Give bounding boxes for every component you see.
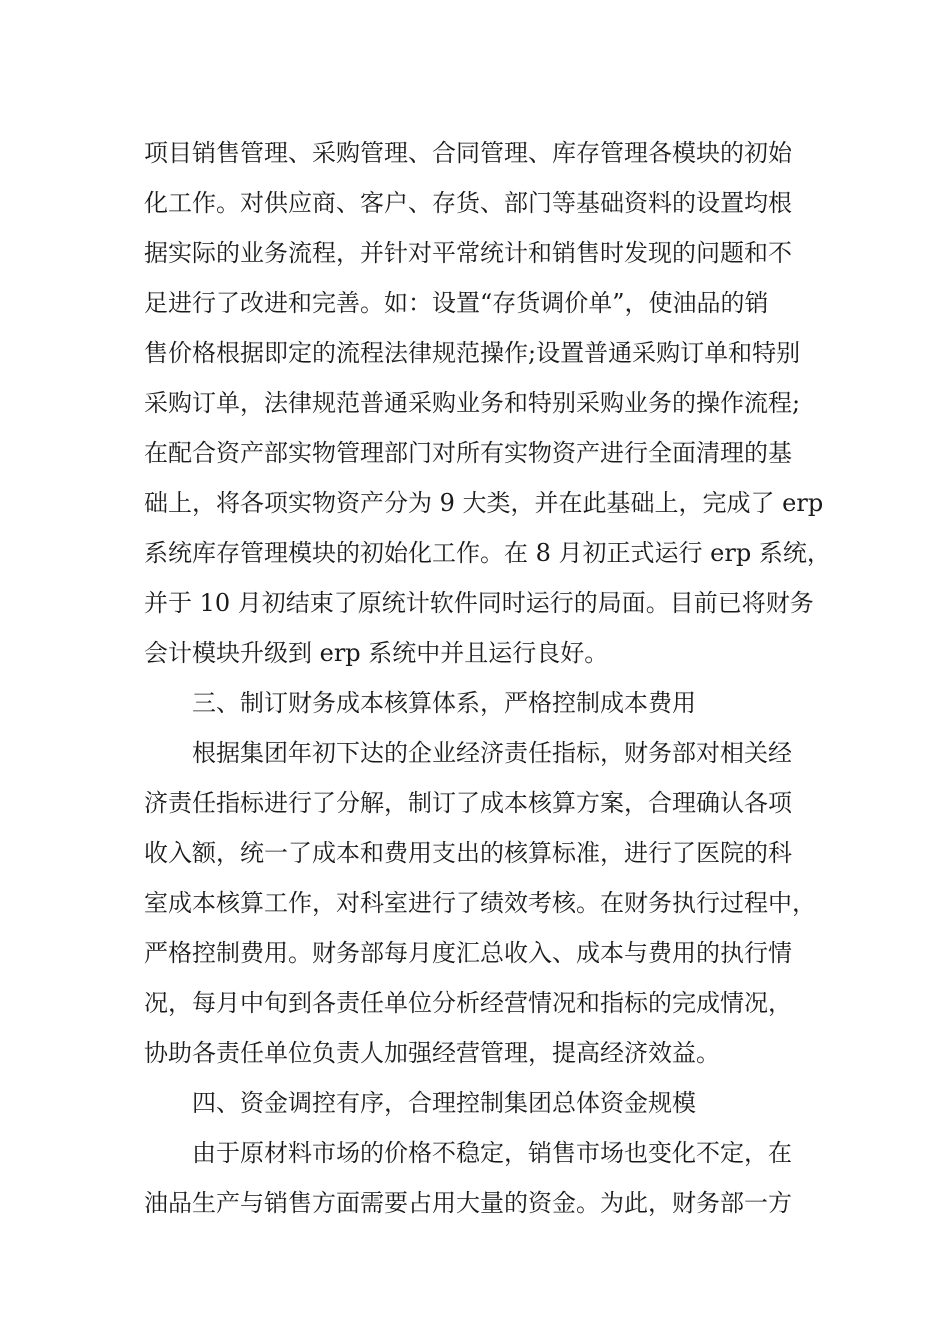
body-text-line: 根据集团年初下达的企业经济责任指标，财务部对相关经 [192, 739, 792, 767]
body-text-line: 系统库存管理模块的初始化工作。在 8 月初正式运行 erp 系统， [144, 539, 831, 567]
body-text-line: 严格控制费用。财务部每月度汇总收入、成本与费用的执行情 [144, 939, 792, 967]
body-text-line: 收入额，统一了成本和费用支出的核算标准，进行了医院的科 [144, 839, 792, 867]
body-text-line: 室成本核算工作，对科室进行了绩效考核。在财务执行过程中， [144, 889, 816, 917]
body-text-line: 足进行了改进和完善。如：设置“存货调价单”，使油品的销 [144, 289, 769, 317]
body-text-line: 协助各责任单位负责人加强经营管理，提高经济效益。 [144, 1039, 720, 1067]
section-heading: 三、制订财务成本核算体系，严格控制成本费用 [192, 689, 696, 717]
body-text-line: 在配合资产部实物管理部门对所有实物资产进行全面清理的基 [144, 439, 792, 467]
body-text-line: 油品生产与销售方面需要占用大量的资金。为此，财务部一方 [144, 1189, 792, 1217]
body-text-line: 采购订单，法律规范普通采购业务和特别采购业务的操作流程; [144, 389, 801, 417]
body-text-line: 会计模块升级到 erp 系统中并且运行良好。 [144, 639, 609, 667]
body-text-line: 并于 10 月初结束了原统计软件同时运行的局面。目前已将财务 [144, 589, 814, 617]
body-text-line: 售价格根据即定的流程法律规范操作;设置普通采购订单和特别 [144, 339, 801, 367]
body-text-line: 据实际的业务流程，并针对平常统计和销售时发现的问题和不 [144, 239, 792, 267]
body-text-line: 况，每月中旬到各责任单位分析经营情况和指标的完成情况， [144, 989, 792, 1017]
body-text-line: 由于原材料市场的价格不稳定，销售市场也变化不定，在 [192, 1139, 792, 1167]
body-text-line: 项目销售管理、采购管理、合同管理、库存管理各模块的初始 [144, 139, 792, 167]
section-heading: 四、资金调控有序，合理控制集团总体资金规模 [192, 1089, 696, 1117]
body-text-line: 化工作。对供应商、客户、存货、部门等基础资料的设置均根 [144, 189, 792, 217]
body-text-line: 济责任指标进行了分解，制订了成本核算方案，合理确认各项 [144, 789, 792, 817]
body-text-line: 础上，将各项实物资产分为 9 大类，并在此基础上，完成了 erp [144, 489, 824, 517]
